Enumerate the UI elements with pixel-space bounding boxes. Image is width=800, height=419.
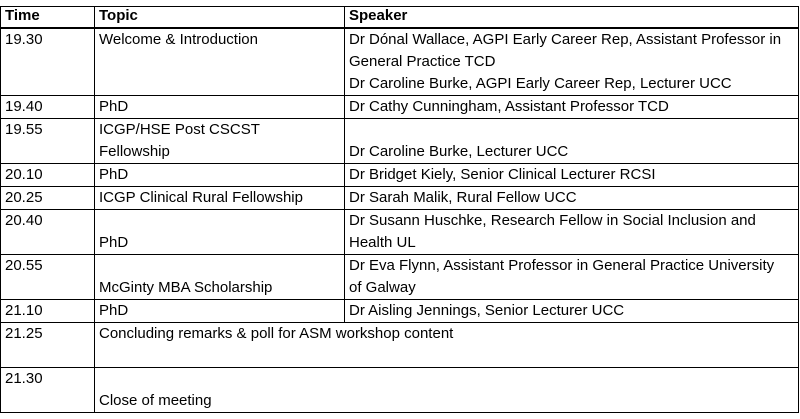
topic-cell: PhD <box>95 96 345 119</box>
topic-cell: McGinty MBA Scholarship <box>95 255 345 300</box>
header-topic: Topic <box>95 7 345 29</box>
table-row <box>1 164 799 187</box>
topic-cell <box>95 119 345 164</box>
time-cell: 20.40 <box>1 210 95 255</box>
speaker-line: Dr Eva Flynn, Assistant Professor in General Practice University <box>349 257 775 274</box>
topic-cell: PhD <box>95 210 345 255</box>
topic-cell: PhD <box>95 164 345 187</box>
time-cell: 21.30 <box>1 368 95 413</box>
time-cell: 20.10 <box>1 164 95 187</box>
time-cell: 21.25 <box>1 323 95 368</box>
table-row <box>1 368 799 413</box>
agenda-table <box>0 6 799 413</box>
time-cell: 19.55 <box>1 119 95 164</box>
speaker-cell: Dr Caroline Burke, Lecturer UCC <box>345 119 799 164</box>
topic-cell: PhD <box>95 300 345 323</box>
speaker-line: Dr Dónal Wallace, AGPI Early Career Rep, Assistant Professor in <box>349 31 782 48</box>
speaker-cell <box>345 255 799 300</box>
table-row <box>1 96 799 119</box>
header-row <box>1 7 799 29</box>
topic-line: Fellowship <box>99 143 170 160</box>
topic-cell: ICGP Clinical Rural Fellowship <box>95 187 345 210</box>
topic-line: ICGP/HSE Post CSCST <box>99 121 260 138</box>
table-row <box>1 323 799 368</box>
speaker-cell: Dr Aisling Jennings, Senior Lecturer UCC <box>345 300 799 323</box>
time-cell: 20.55 <box>1 255 95 300</box>
table-row <box>1 28 799 96</box>
topic-cell: Welcome & Introduction <box>95 28 345 96</box>
header-time: Time <box>1 7 95 29</box>
table-row <box>1 119 799 164</box>
time-cell: 20.25 <box>1 187 95 210</box>
table-row <box>1 187 799 210</box>
merged-topic-cell: Concluding remarks & poll for ASM workshop content <box>95 323 799 368</box>
table-row <box>1 210 799 255</box>
time-cell: 19.40 <box>1 96 95 119</box>
speaker-cell: Dr Cathy Cunningham, Assistant Professor TCD <box>345 96 799 119</box>
speaker-cell: Dr Sarah Malik, Rural Fellow UCC <box>345 187 799 210</box>
speaker-cell <box>345 210 799 255</box>
speaker-line: Health UL <box>349 234 416 251</box>
header-speaker: Speaker <box>345 7 799 29</box>
table-row <box>1 300 799 323</box>
speaker-line: General Practice TCD <box>349 53 496 70</box>
time-cell: 19.30 <box>1 28 95 96</box>
merged-topic-cell: Close of meeting <box>95 368 799 413</box>
speaker-line: Dr Susann Huschke, Research Fellow in Social Inclusion and <box>349 212 756 229</box>
time-cell: 21.10 <box>1 300 95 323</box>
table-row <box>1 255 799 300</box>
speaker-line: Dr Caroline Burke, AGPI Early Career Rep, Lecturer UCC <box>349 75 732 92</box>
speaker-cell <box>345 28 799 96</box>
speaker-line: of Galway <box>349 279 416 296</box>
speaker-cell: Dr Bridget Kiely, Senior Clinical Lecturer RCSI <box>345 164 799 187</box>
